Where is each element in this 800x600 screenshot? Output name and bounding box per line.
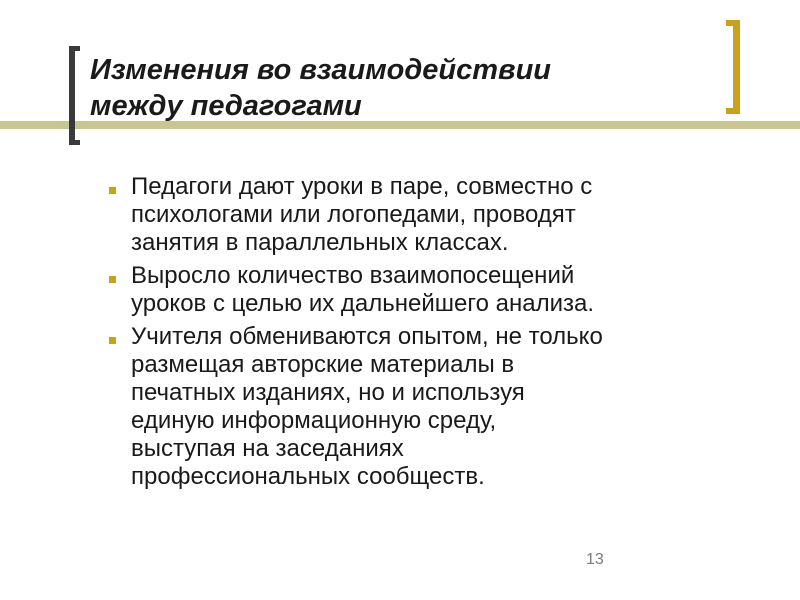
slide-title-line-2: между педагогами [90,90,362,122]
bullet-item-2 [109,262,749,318]
bullet-line: занятия в параллельных классах. [131,229,509,256]
bullet-item-3 [109,323,749,491]
bullet-line: Педагоги дают уроки в паре, совместно с [131,173,593,200]
bullet-list [109,173,749,496]
slide-title-line-1: Изменения во взаимодействии [90,54,551,86]
bullet-line: выступая на заседаниях [131,435,404,462]
page-number: 13 [586,551,604,568]
bullet-line: печатных изданиях, но и используя [131,379,525,406]
bullet-marker-icon [109,276,116,283]
right-bracket-decoration [726,20,740,114]
bullet-line: психологами или логопедами, проводят [131,201,576,228]
bullet-item-1 [109,173,749,257]
bullet-marker-icon [109,187,116,194]
bullet-line: размещая авторские материалы в [131,351,515,378]
bullet-line: Учителя обмениваются опытом, не только [131,323,603,350]
bullet-line: уроков с целью их дальнейшего анализа. [131,290,594,317]
bullet-line: Выросло количество взаимопосещений [131,262,575,289]
slide-title [90,52,710,124]
bullet-line: профессиональных сообществ. [131,463,485,490]
bullet-line: единую информационную среду, [131,407,497,434]
left-bracket-decoration [69,46,80,145]
bullet-marker-icon [109,337,116,344]
